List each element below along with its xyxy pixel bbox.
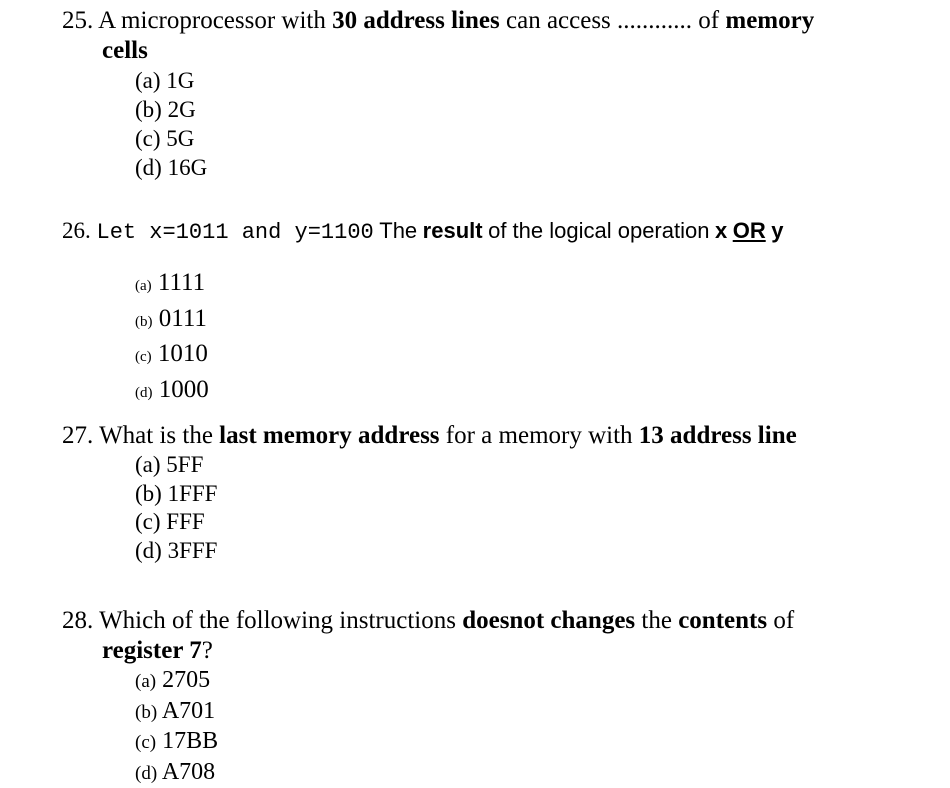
question-26-stem bbox=[62, 216, 783, 248]
question-25-stem bbox=[62, 6, 814, 36]
option-value: 1010 bbox=[157, 340, 208, 367]
question-28-stem bbox=[62, 606, 794, 636]
question-25-stem-continued bbox=[62, 36, 814, 66]
option-a bbox=[62, 267, 783, 303]
option-label: (d) bbox=[135, 537, 162, 563]
question-27 bbox=[62, 421, 797, 565]
question-number: 25. bbox=[62, 7, 94, 34]
question-text: of bbox=[773, 607, 795, 634]
question-text: Which of the following instructions bbox=[99, 607, 456, 634]
question-25 bbox=[62, 6, 814, 182]
options-list bbox=[62, 451, 797, 565]
option-value: 2G bbox=[167, 97, 196, 122]
question-text: of bbox=[698, 7, 720, 34]
options-list bbox=[62, 267, 783, 409]
option-c bbox=[62, 508, 797, 537]
question-emphasis: doesnot changes bbox=[462, 607, 636, 634]
question-emphasis: cells bbox=[102, 37, 148, 64]
option-d bbox=[62, 537, 797, 566]
operator-or: OR bbox=[732, 218, 766, 243]
question-text: The bbox=[379, 218, 418, 243]
question-text: A microprocessor with bbox=[98, 7, 326, 34]
option-value: 0111 bbox=[158, 304, 207, 332]
option-value: 5FF bbox=[166, 452, 204, 477]
option-label: (a) bbox=[135, 671, 157, 692]
question-text: the bbox=[641, 607, 672, 634]
option-value: 1FFF bbox=[167, 480, 218, 506]
option-a bbox=[62, 666, 794, 697]
question-text: of the logical operation bbox=[488, 218, 710, 243]
question-28-stem-continued bbox=[62, 636, 794, 666]
option-value: 5G bbox=[166, 126, 195, 151]
option-label: (c) bbox=[135, 349, 152, 365]
option-b bbox=[62, 480, 797, 509]
option-label: (d) bbox=[135, 762, 158, 784]
options-list bbox=[62, 666, 794, 788]
option-c bbox=[62, 727, 794, 758]
option-value: 16G bbox=[167, 155, 208, 180]
option-value: A701 bbox=[161, 697, 216, 724]
option-label: (c) bbox=[135, 509, 161, 534]
question-emphasis: 13 address line bbox=[638, 422, 797, 449]
question-26 bbox=[62, 216, 783, 409]
option-label: (a) bbox=[135, 452, 161, 477]
question-text: for a memory with bbox=[445, 422, 633, 449]
question-27-stem bbox=[62, 421, 797, 451]
question-number: 27. bbox=[62, 422, 94, 449]
question-number: 26. bbox=[62, 218, 91, 243]
option-a bbox=[62, 451, 797, 480]
option-b bbox=[62, 303, 783, 339]
option-value: 3FFF bbox=[167, 537, 218, 563]
option-label: (b) bbox=[135, 97, 162, 122]
question-number: 28. bbox=[62, 607, 94, 634]
option-label: (c) bbox=[135, 732, 157, 753]
operand-y: y bbox=[771, 218, 784, 243]
options-list bbox=[62, 66, 814, 182]
option-c bbox=[62, 124, 814, 153]
option-label: (d) bbox=[135, 155, 162, 180]
option-value: FFF bbox=[166, 509, 205, 534]
option-value: A708 bbox=[161, 758, 216, 785]
question-emphasis: result bbox=[422, 218, 483, 243]
operand-x: x bbox=[714, 218, 728, 243]
option-c bbox=[62, 338, 783, 374]
option-value: 2705 bbox=[162, 667, 211, 693]
question-emphasis: last memory address bbox=[219, 422, 440, 449]
question-emphasis: 30 address lines bbox=[332, 7, 500, 34]
option-label: (a) bbox=[135, 278, 152, 294]
option-d bbox=[62, 758, 794, 788]
option-value: 1G bbox=[166, 68, 195, 93]
option-b bbox=[62, 697, 794, 728]
option-value: 17BB bbox=[162, 728, 219, 754]
option-value: 1111 bbox=[157, 269, 206, 296]
option-label: (c) bbox=[135, 126, 161, 151]
option-value: 1000 bbox=[158, 375, 209, 403]
question-code: Let x=1011 and y=1100 bbox=[96, 220, 374, 245]
option-d bbox=[62, 374, 783, 410]
option-label: (b) bbox=[135, 480, 162, 506]
option-label: (a) bbox=[135, 68, 161, 93]
question-text: can access ............ bbox=[506, 7, 693, 34]
question-emphasis: register 7 bbox=[102, 637, 202, 664]
option-b bbox=[62, 95, 814, 124]
option-d bbox=[62, 153, 814, 182]
option-label: (d) bbox=[135, 384, 153, 401]
question-28 bbox=[62, 606, 794, 788]
option-a bbox=[62, 66, 814, 95]
option-label: (b) bbox=[135, 313, 153, 330]
question-mark: ? bbox=[201, 637, 213, 664]
question-emphasis: memory bbox=[725, 7, 815, 34]
question-emphasis: contents bbox=[678, 607, 768, 634]
question-text: What is the bbox=[99, 422, 213, 449]
option-label: (b) bbox=[135, 701, 158, 723]
